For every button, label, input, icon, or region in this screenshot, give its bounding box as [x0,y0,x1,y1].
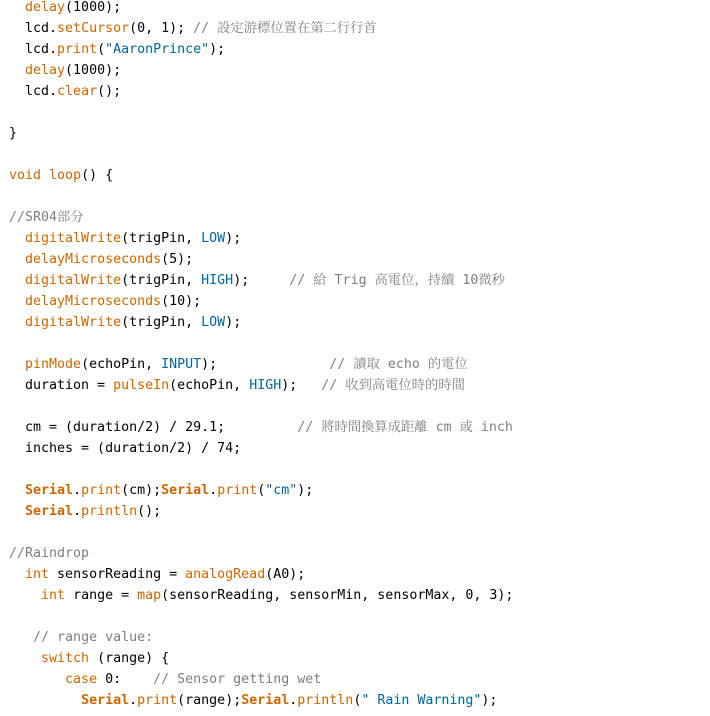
code-token-keyword: digitalWrite [25,231,122,246]
code-token: . [73,504,82,519]
code-token: (cm); [121,483,162,498]
code-token-comment: //SR04部分 [9,210,84,225]
code-line [9,543,89,564]
code-token [9,693,81,708]
code-token: ); [201,357,330,372]
code-token: (trigPin, [121,273,202,288]
code-token: . [73,483,82,498]
code-token-keyword: print [137,693,178,708]
code-token [9,630,33,645]
code-token: ( [257,483,266,498]
code-line [9,291,201,312]
code-token: sensorReading = [49,567,186,582]
code-token: duration = [9,378,114,393]
code-token [9,357,25,372]
code-token [9,63,25,78]
code-line [9,585,513,606]
code-line [9,207,84,228]
code-token: ( [353,693,362,708]
code-token: (echoPin, [169,378,250,393]
code-line [9,375,465,396]
code-line [9,312,241,333]
code-token-keyword: print [57,42,98,57]
code-line [9,501,161,522]
code-token-keyword: delayMicroseconds [25,252,162,267]
code-token-constant: HIGH [249,378,282,393]
code-token-comment: // 讀取 echo 的電位 [329,357,468,372]
code-line [9,648,169,669]
code-token: (range) { [89,651,170,666]
code-token-keyword: delayMicroseconds [25,294,162,309]
code-token-serial: Serial [81,693,130,708]
code-line [9,417,513,438]
code-token [9,672,65,687]
code-line [9,627,153,648]
code-token: ); [209,42,226,57]
code-token: . [289,693,298,708]
code-token: range = [65,588,138,603]
code-token-serial: Serial [25,483,74,498]
code-token: (trigPin, [121,231,202,246]
code-token-serial: Serial [241,693,290,708]
code-token-comment: // 設定游標位置在第二行行首 [193,21,377,36]
code-token: ); [225,231,242,246]
code-token-type: int [41,588,66,603]
code-token [9,504,25,519]
code-line [9,0,121,18]
code-token-constant: INPUT [161,357,202,372]
code-token [9,252,25,267]
code-token: (A0); [265,567,306,582]
code-token [9,0,25,15]
code-token: } [9,126,18,141]
code-token-keyword: loop [49,168,82,183]
code-token [9,231,25,246]
code-token-comment: // 收到高電位時的時間 [321,378,465,393]
code-token: (1000); [65,0,122,15]
code-token: (); [97,84,122,99]
code-token: (0, 1); [129,21,194,36]
code-line [9,39,225,60]
code-token-keyword: analogRead [185,567,266,582]
code-token: (); [137,504,162,519]
code-token-keyword: println [81,504,138,519]
code-line [9,270,505,291]
code-token: (1000); [65,63,122,78]
code-token: ); [281,378,322,393]
code-line [9,18,377,39]
code-line [9,564,305,585]
code-token: (5); [161,252,194,267]
code-token-keyword: print [81,483,122,498]
code-line [9,165,113,186]
code-token-type: int [25,567,50,582]
code-token: () { [81,168,114,183]
code-token: inches = (duration/2) / 74; [9,441,242,456]
code-token: (sensorReading, sensorMin, sensorMax, 0, 3); [161,588,514,603]
code-token-keyword: clear [57,84,98,99]
code-line [9,690,497,711]
code-token: 0: [97,672,154,687]
code-token-keyword: setCursor [57,21,130,36]
code-line [9,123,17,144]
code-line [9,669,321,690]
code-token-serial: Serial [161,483,210,498]
code-token [9,651,41,666]
code-token-constant: HIGH [201,273,234,288]
code-token-comment: // range value: [33,630,154,645]
code-token-comment: // Sensor getting wet [153,672,322,687]
code-token: ); [481,693,498,708]
code-token-keyword: map [137,588,162,603]
code-token: (range); [177,693,242,708]
code-token-keyword: pulseIn [113,378,170,393]
code-line [9,81,121,102]
code-token: lcd. [9,21,58,36]
code-line [9,354,468,375]
code-token [9,588,41,603]
code-token-comment: // 將時間換算成距離 cm 或 inch [297,420,513,435]
code-token: (10); [161,294,202,309]
code-token-string: "AaronPrince" [105,42,210,57]
code-token-serial: Serial [25,504,74,519]
code-token-keyword: switch [41,651,90,666]
code-token-string: " Rain Warning" [361,693,482,708]
code-token [41,168,49,183]
code-token [9,273,25,288]
code-token-comment: // 給 Trig 高電位，持續 10微秒 [289,273,505,288]
code-token: lcd. [9,84,58,99]
code-line [9,228,241,249]
code-token-keyword: println [297,693,354,708]
code-line [9,249,193,270]
code-token [9,315,25,330]
code-token-keyword: digitalWrite [25,315,122,330]
code-token: ( [97,42,106,57]
code-token-keyword: digitalWrite [25,273,122,288]
code-line [9,60,121,81]
code-token: ); [297,483,314,498]
code-token: cm = (duration/2) / 29.1; [9,420,298,435]
code-line [9,480,313,501]
code-token [9,567,25,582]
code-token-type: void [9,168,42,183]
code-token: lcd. [9,42,58,57]
code-token-constant: LOW [201,231,226,246]
code-token-string: "cm" [265,483,298,498]
code-token: (trigPin, [121,315,202,330]
code-token-constant: LOW [201,315,226,330]
code-token: . [209,483,218,498]
code-token-comment: //Raindrop [9,546,90,561]
code-token-keyword: pinMode [25,357,82,372]
code-token-keyword: delay [25,0,66,15]
code-token: ); [233,273,290,288]
code-token: ); [225,315,242,330]
code-token-keyword: delay [25,63,66,78]
code-token-keyword: print [217,483,258,498]
code-token: . [129,693,138,708]
code-line [9,438,241,459]
code-token [9,294,25,309]
code-token [9,483,25,498]
code-token: (echoPin, [81,357,162,372]
code-token-keyword: case [65,672,98,687]
